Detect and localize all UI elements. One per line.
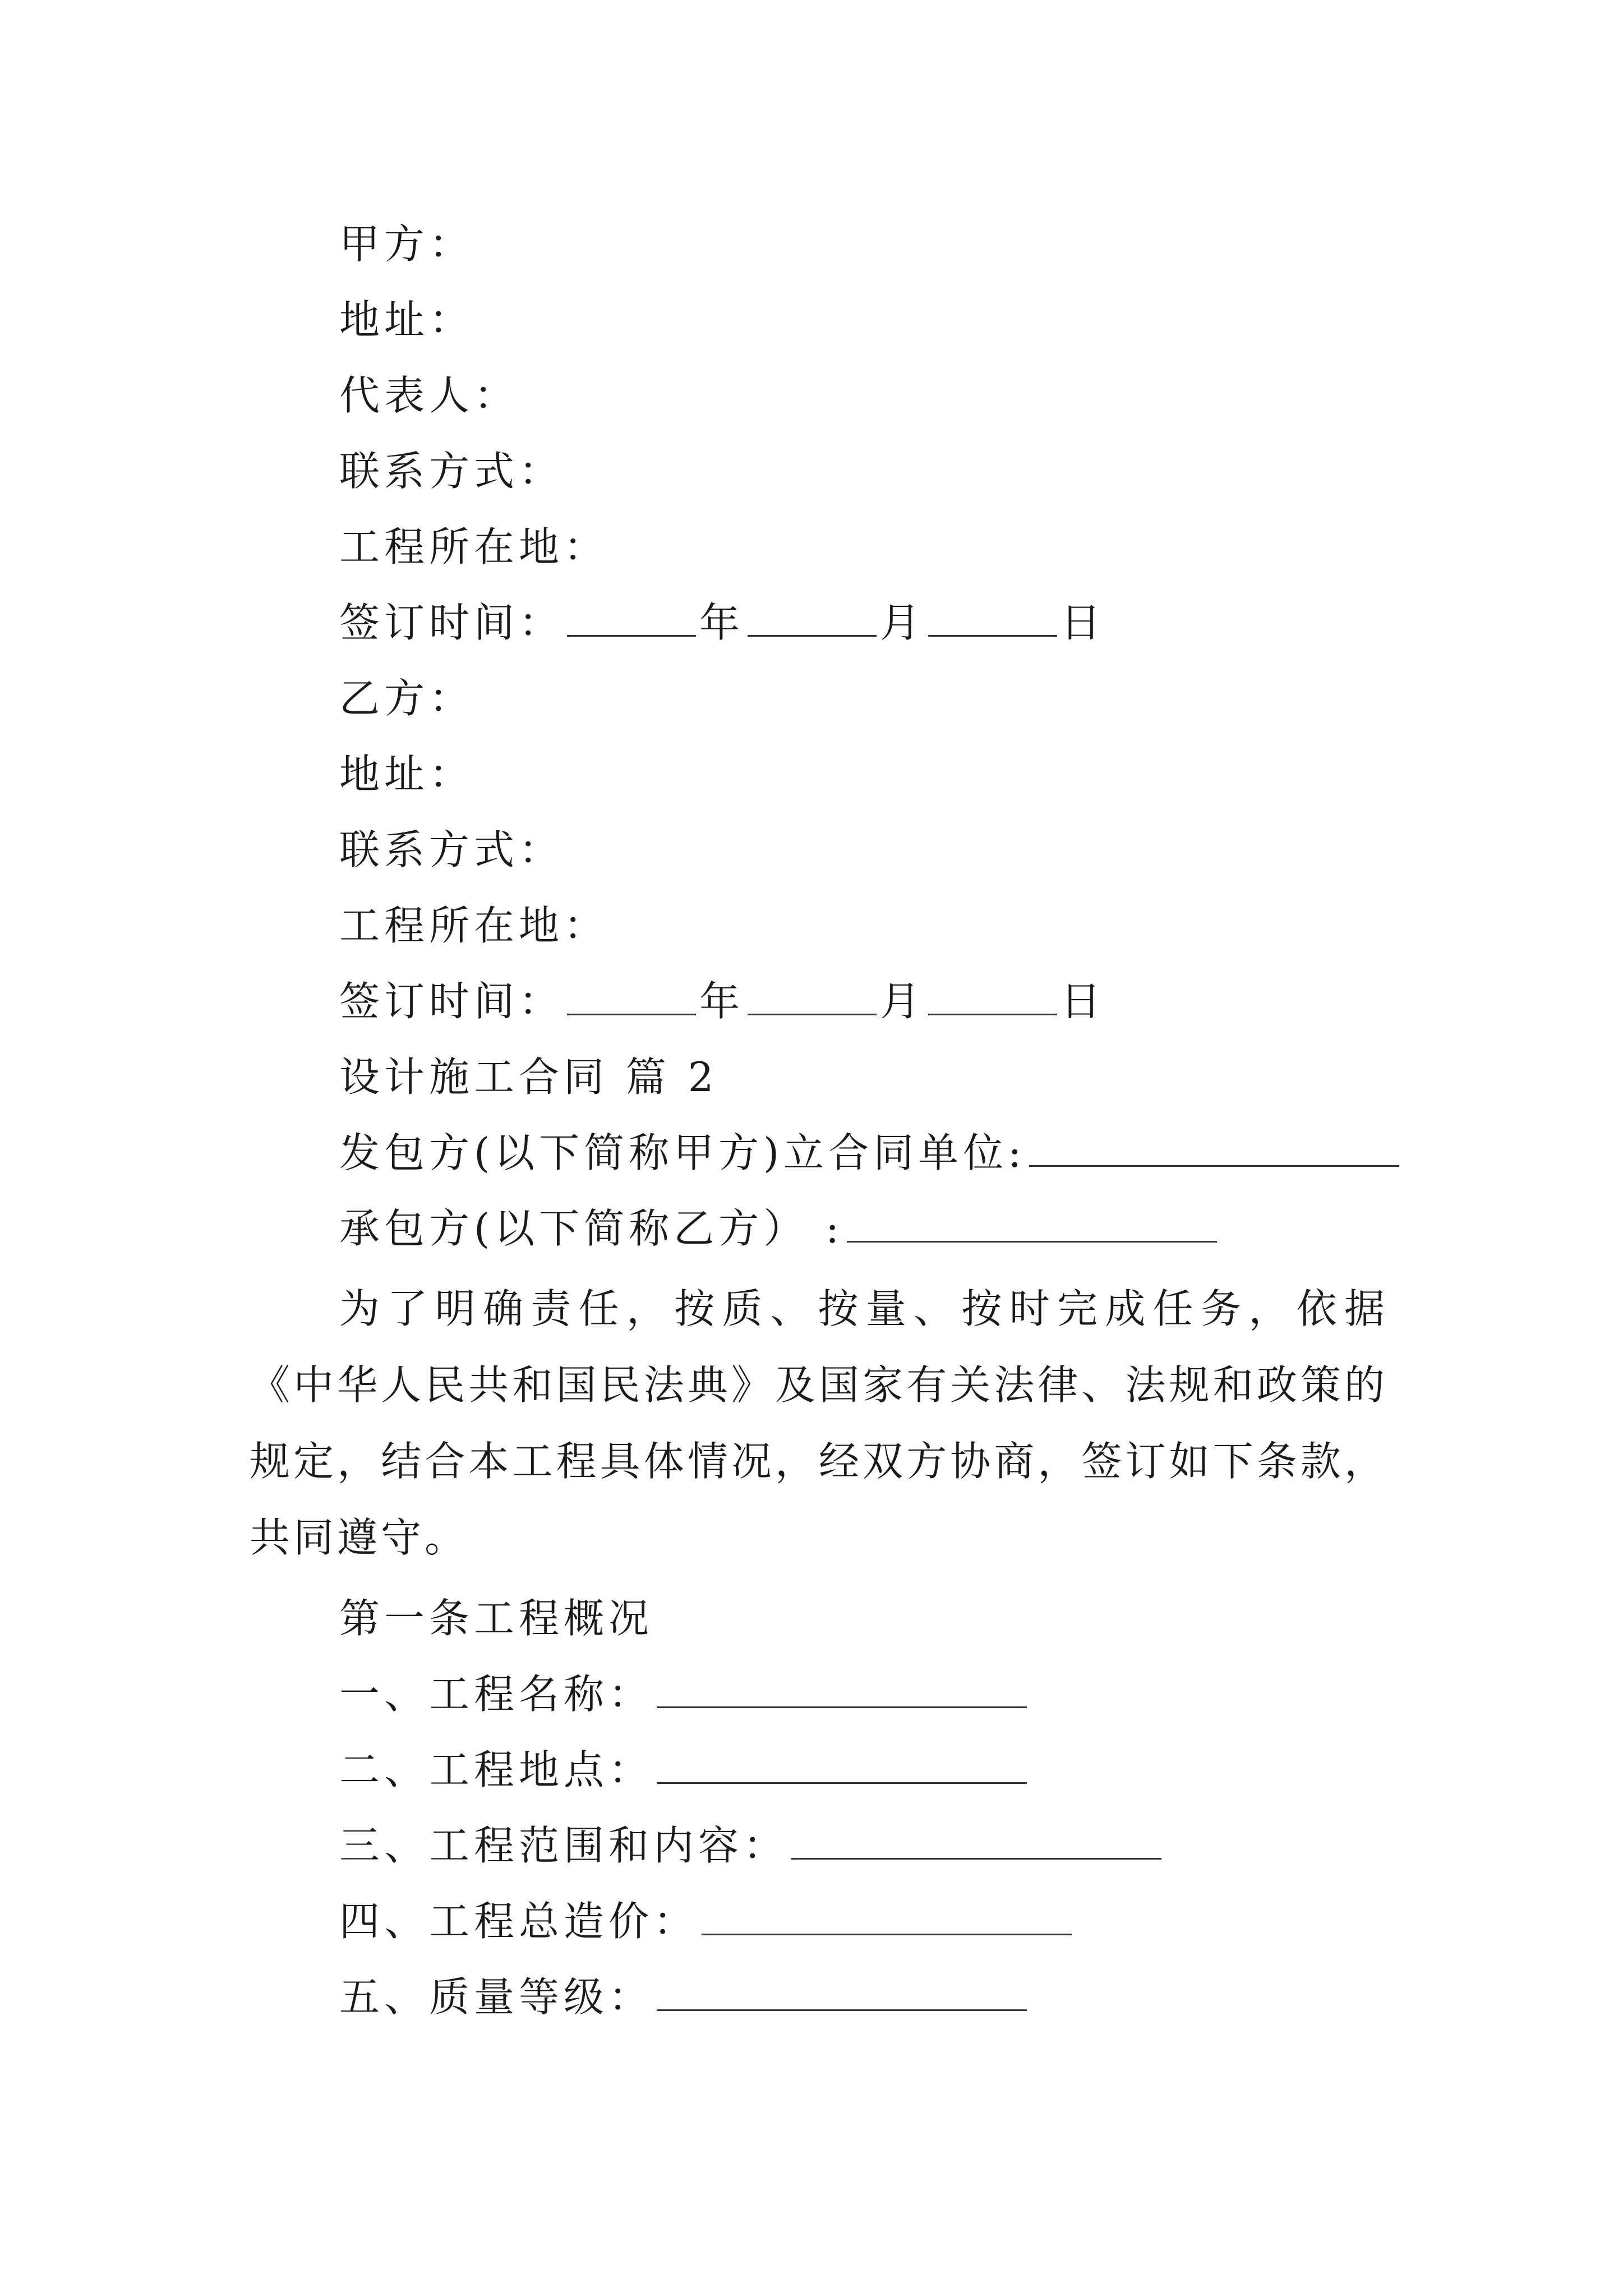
item-blank[interactable] (702, 1900, 1072, 1935)
item-blank[interactable] (657, 1673, 1027, 1708)
party-b-contact: 联系方式： (339, 826, 564, 873)
item-label: 五、质量等级： (339, 1973, 654, 2021)
item-project-scope (339, 1818, 1165, 1874)
intro-paragraph: 为了明确责任，按质、按量、按时完成任务，依据《中华人民共和国民法典》及国家有关法律、法规和政策的规定，结合本工程具体情况，经双方协商，签订如下条款，共同遵守。 (250, 1285, 1388, 1561)
sign-time-label: 签订时间： (339, 599, 564, 646)
item-total-cost (339, 1893, 1075, 1949)
party-b-location: 工程所在地： (339, 902, 609, 949)
item-blank[interactable] (791, 1824, 1161, 1860)
month-label: 月 (880, 599, 925, 646)
party-a-label: 甲方： (339, 220, 474, 268)
day-label: 日 (1061, 599, 1106, 646)
party-a-location: 工程所在地： (339, 523, 609, 570)
year-blank[interactable] (567, 601, 696, 637)
employer-label: 发包方(以下简称甲方)立合同单位: (339, 1129, 1026, 1176)
item-project-name (339, 1666, 1030, 1722)
section-title: 设计施工合同 篇 2 (339, 1053, 718, 1101)
item-blank[interactable] (657, 1976, 1027, 2011)
item-label: 二、工程地点： (339, 1746, 654, 1793)
month-blank[interactable] (748, 601, 877, 637)
year-blank[interactable] (567, 980, 696, 1015)
day-blank[interactable] (928, 601, 1057, 637)
item-project-location (339, 1742, 1030, 1798)
year-label: 年 (699, 599, 745, 646)
day-label: 日 (1061, 978, 1106, 1025)
party-b-sign-time-row (339, 973, 1105, 1029)
party-a-representative: 代表人： (339, 372, 519, 419)
party-a-sign-time-row (339, 595, 1105, 651)
sign-time-label: 签订时间： (339, 978, 564, 1025)
contractor-row (339, 1200, 1220, 1257)
article-1-heading: 第一条工程概况 (339, 1595, 654, 1642)
month-label: 月 (880, 978, 925, 1025)
contractor-blank[interactable] (847, 1207, 1217, 1243)
item-label: 三、工程范围和内容： (339, 1822, 789, 1869)
party-b-label: 乙方： (339, 675, 474, 722)
contractor-label: 承包方(以下简称乙方） : (339, 1205, 844, 1252)
party-b-address: 地址： (339, 751, 474, 798)
item-blank[interactable] (657, 1749, 1027, 1784)
year-label: 年 (699, 978, 745, 1025)
month-blank[interactable] (748, 980, 877, 1015)
item-quality-grade (339, 1969, 1030, 2025)
day-blank[interactable] (928, 980, 1057, 1015)
employer-blank[interactable] (1029, 1131, 1399, 1167)
party-a-contact: 联系方式： (339, 448, 564, 495)
employer-row (339, 1125, 1403, 1181)
item-label: 一、工程名称： (339, 1671, 654, 1718)
item-label: 四、工程总造价： (339, 1898, 699, 1945)
party-a-address: 地址： (339, 296, 474, 343)
